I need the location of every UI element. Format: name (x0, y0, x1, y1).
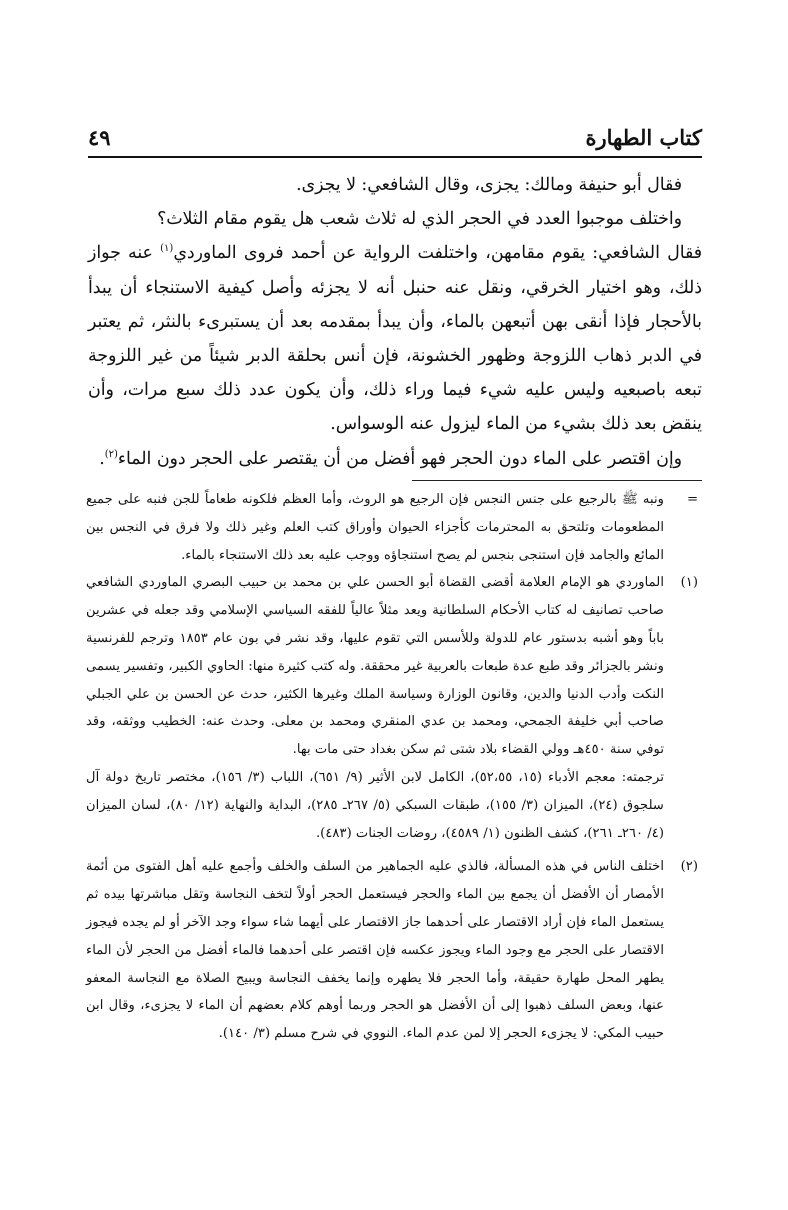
footnote-paragraph: اختلف الناس في هذه المسألة، فالذي عليه الجماهير من السلف والخلف وأجمع عليه أهل الفتوى من أئمة الأمصار أن الأفضل أن يجمع بين الماء والحجر فيستعمل الحجر أولاً لتخف النجاسة وتقل مباشرتها بيده ثم يستعمل الماء فإن أراد الاقتصار على أحدهما جاز الاقتصار على أيهما شاء سواء وجد الآخر أو لم يجده فيجوز الاقتصار على الحجر مع وجود الماء ويجوز عكسه فإن اقتصر على أحدهما فالماء أفضل من الحجر لأن الماء يطهر المحل طهارة حقيقة، وأما الحجر فلا يطهره وإنما يخفف النجاسة ويبيح الصلاة مع النجاسة المعفو عنها، وبعض السلف ذهبوا إلى أن الأفضل هو الحجر وربما أوهم كلام بعضهم أن الماء لا يجزىء، وقال ابن حبيب المكي: لا يجزىء الحجر إلا لمن عدم الماء. النووي في شرح مسلم (٣/ ١٤٠). (86, 859, 664, 1042)
page-number: ٤٩ (88, 125, 111, 150)
main-paragraph-4-end: . (99, 448, 105, 469)
footnote-separator (412, 480, 702, 481)
footnote-ref-1[interactable]: (١) (160, 243, 174, 255)
footnote-references: ترجمته: معجم الأدباء (١٥، ٥٢،٥٥)، الكامل لابن الأثير (٩/ ٦٥١)، اللباب (٣/ ١٥٦)، مختصر تاريخ دولة آل سلجوق (٢٤)، الميزان (٣/ ١٥٥)، طبقات السبكي (٥/ ٢٦٧ـ ٢٨٥)، البداية والنهاية (١٢/ ٨٠)، لسان الميزان (٤/ ٢٦٠ـ ٢٦١)، كشف الظنون (١/ ٤٥٨٩)، روضات الجنات (٤٨٣). (86, 769, 665, 841)
main-paragraph-3-text-b: عنه جواز ذلك، وهو اختيار الخرقي، ونقل عنه حنبل أنه لا يجزئه وأصل كيفية الاستنجاء أن يبدأ بالأحجار فإذا أنقى بهن أتبعهن بالماء، وأن يبدأ بمقدمه بعد أن يستبرىء بالنثر، ثم يعتبر في الدبر ذهاب اللزوجة وظهور الخشونة، فإن أنس بحلقة الدبر شيئاً من غير اللزوجة تبعه باصبعيه وليس عليه شيء فيما وراء ذلك، وأن يكون عدد ذلك سبع مرات، وأن ينقض بعد ذلك بشيء من الماء ليزول عنه الوسواس. (88, 243, 702, 435)
footnote-body (86, 486, 664, 569)
footnote-body (86, 853, 664, 1048)
main-paragraph-1: فقال أبو حنيفة ومالك: يجزى، وقال الشافعي: لا يجزى. (296, 175, 682, 195)
footnote-paragraph: ونبه ﷺ بالرجيع على جنس النجس فإن الرجيع هو الروث، وأما العظم فلكونه طعاماً للجن فنبه على جميع المطعومات وتلتحق به المحترمات كأجزاء الحيوان وأوراق كتب العلم وغير ذلك ولا فرق في النجس بين المائع والجامد فإن استنجى بنجس لم يصح استنجاؤه ووجب عليه بعد ذلك الاستنجاء بالماء. (86, 492, 664, 563)
footnote-body (86, 569, 664, 847)
main-text (88, 168, 702, 476)
footnote-paragraph: الماوردي هو الإمام العلامة أقضى القضاة أبو الحسن علي بن محمد بن حبيب البصري الماوردي الشافعي صاحب تصانيف له كتاب الأحكام السلطانية ويعد مثلاً عالياً للفقه السياسي الإسلامي وقد جعله في عشرين باباً وهو أشبه بدستور عام للدولة وللأسس التي تقوم عليها، وقد نشر في بون عام ١٨٥٣ وترجم للفرنسية ونشر بالجزائر وقد طبع عدة طبعات بالعربية غير محققة. وله كتب كثيرة منها: الحاوي الكبير، وتفسير يسمى النكت وأدب الدنيا والدين، وقانون الوزارة وسياسة الملك وغيرها الكثير، حدث عن الحسن بن علي الجبلي صاحب أبي خليفة الجمحي، ومحمد بن عدي المنقري ومحمد بن معلى. وحدث عنه: الخطيب ووثقه، وقد توفي سنة ٤٥٠هـ وولي القضاء بلاد شتى ثم سكن بغداد حتى مات بها. (86, 575, 664, 758)
main-paragraph-4-text: وإن اقتصر على الماء دون الحجر فهو أفضل من أن يقتصر على الحجر دون الماء (117, 448, 682, 469)
running-header (88, 118, 702, 158)
main-paragraph-4 (88, 442, 702, 476)
main-paragraph-3 (88, 236, 702, 441)
main-paragraph-2: واختلف موجبوا العدد في الحجر الذي له ثلاث شعب هل يقوم مقام الثلاث؟ (157, 209, 682, 230)
footnote-2 (86, 853, 702, 1048)
footnotes (86, 486, 702, 1048)
footnote-marker: (٢) (680, 859, 698, 875)
main-paragraph-3-text-a: فقال الشافعي: يقوم مقامهن، واختلفت الرواية عن أحمد فروى الماوردي (173, 243, 702, 264)
chapter-title: كتاب الطهارة (585, 125, 702, 150)
footnote-continued (86, 486, 702, 569)
footnote-marker: (١) (680, 575, 698, 591)
footnote-ref-2[interactable]: (٢) (104, 448, 118, 460)
footnote-marker: = (686, 492, 698, 507)
footnote-1 (86, 569, 702, 847)
